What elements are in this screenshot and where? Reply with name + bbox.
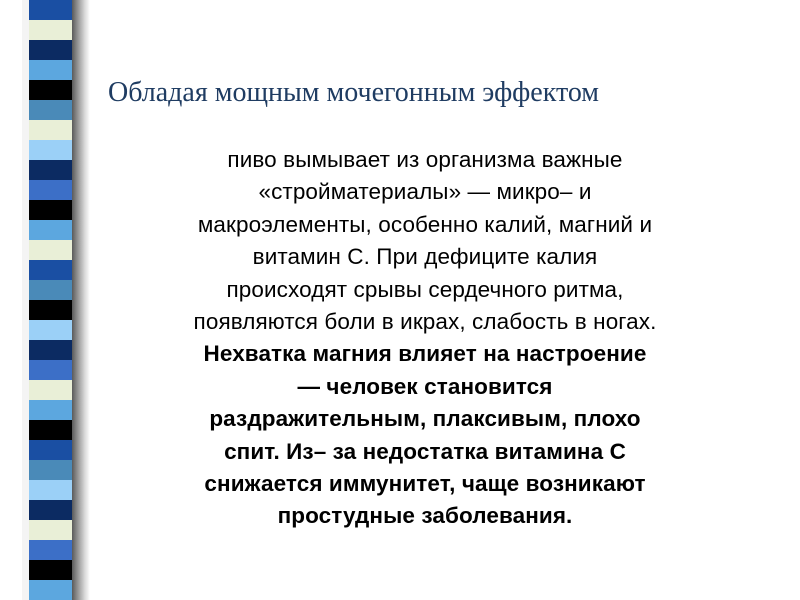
decorative-stripe (29, 420, 72, 441)
slide-title: Обладая мощным мочегонным эффектом (108, 77, 599, 108)
body-line: появляются боли в икрах, слабость в ногах. (193, 309, 657, 335)
decorative-stripe (29, 560, 72, 581)
decorative-stripe-column (29, 0, 72, 600)
decorative-stripe (29, 40, 72, 61)
decorative-stripe (29, 0, 72, 21)
body-line: «стройматериалы» — микро– и (258, 179, 592, 205)
decorative-stripe (29, 180, 72, 201)
decorative-stripe (29, 500, 72, 521)
decorative-stripe (29, 340, 72, 361)
decorative-stripe (29, 540, 72, 561)
decorative-stripe (29, 280, 72, 301)
decorative-stripe (29, 220, 72, 241)
decorative-stripe (29, 160, 72, 181)
decorative-stripe (29, 120, 72, 141)
body-line: макроэлементы, особенно калий, магний и (197, 211, 653, 237)
slide-body-text (94, 144, 756, 533)
body-line-bold: раздражительным, плаксивым, плохо (209, 406, 641, 432)
decorative-stripe (29, 80, 72, 101)
decorative-stripe (29, 300, 72, 321)
body-line-bold: простудные заболевания. (277, 503, 573, 529)
slide-left-border (22, 0, 29, 600)
decorative-stripe (29, 480, 72, 501)
decorative-stripe (29, 140, 72, 161)
stripe-shadow (72, 0, 90, 600)
decorative-stripe (29, 60, 72, 81)
body-line-bold: — человек становится (297, 373, 553, 399)
decorative-stripe (29, 240, 72, 261)
decorative-stripe (29, 400, 72, 421)
body-line: происходят срывы сердечного ритма, (226, 276, 624, 302)
decorative-stripe (29, 380, 72, 401)
body-line-bold: снижается иммунитет, чаще возникают (204, 471, 646, 497)
decorative-stripe (29, 520, 72, 541)
decorative-stripe (29, 200, 72, 221)
decorative-stripe (29, 580, 72, 600)
body-line-bold: спит. Из– за недостатка витамина С (224, 438, 626, 464)
decorative-stripe (29, 320, 72, 341)
decorative-stripe (29, 440, 72, 461)
decorative-stripe (29, 460, 72, 481)
body-line: пиво вымывает из организма важные (227, 147, 623, 172)
decorative-stripe (29, 360, 72, 381)
body-line-bold: Нехватка магния влияет на настроение (203, 341, 647, 367)
decorative-stripe (29, 100, 72, 121)
body-line: витамин С. При дефиците калия (252, 244, 598, 270)
decorative-stripe (29, 260, 72, 281)
decorative-stripe (29, 20, 72, 41)
